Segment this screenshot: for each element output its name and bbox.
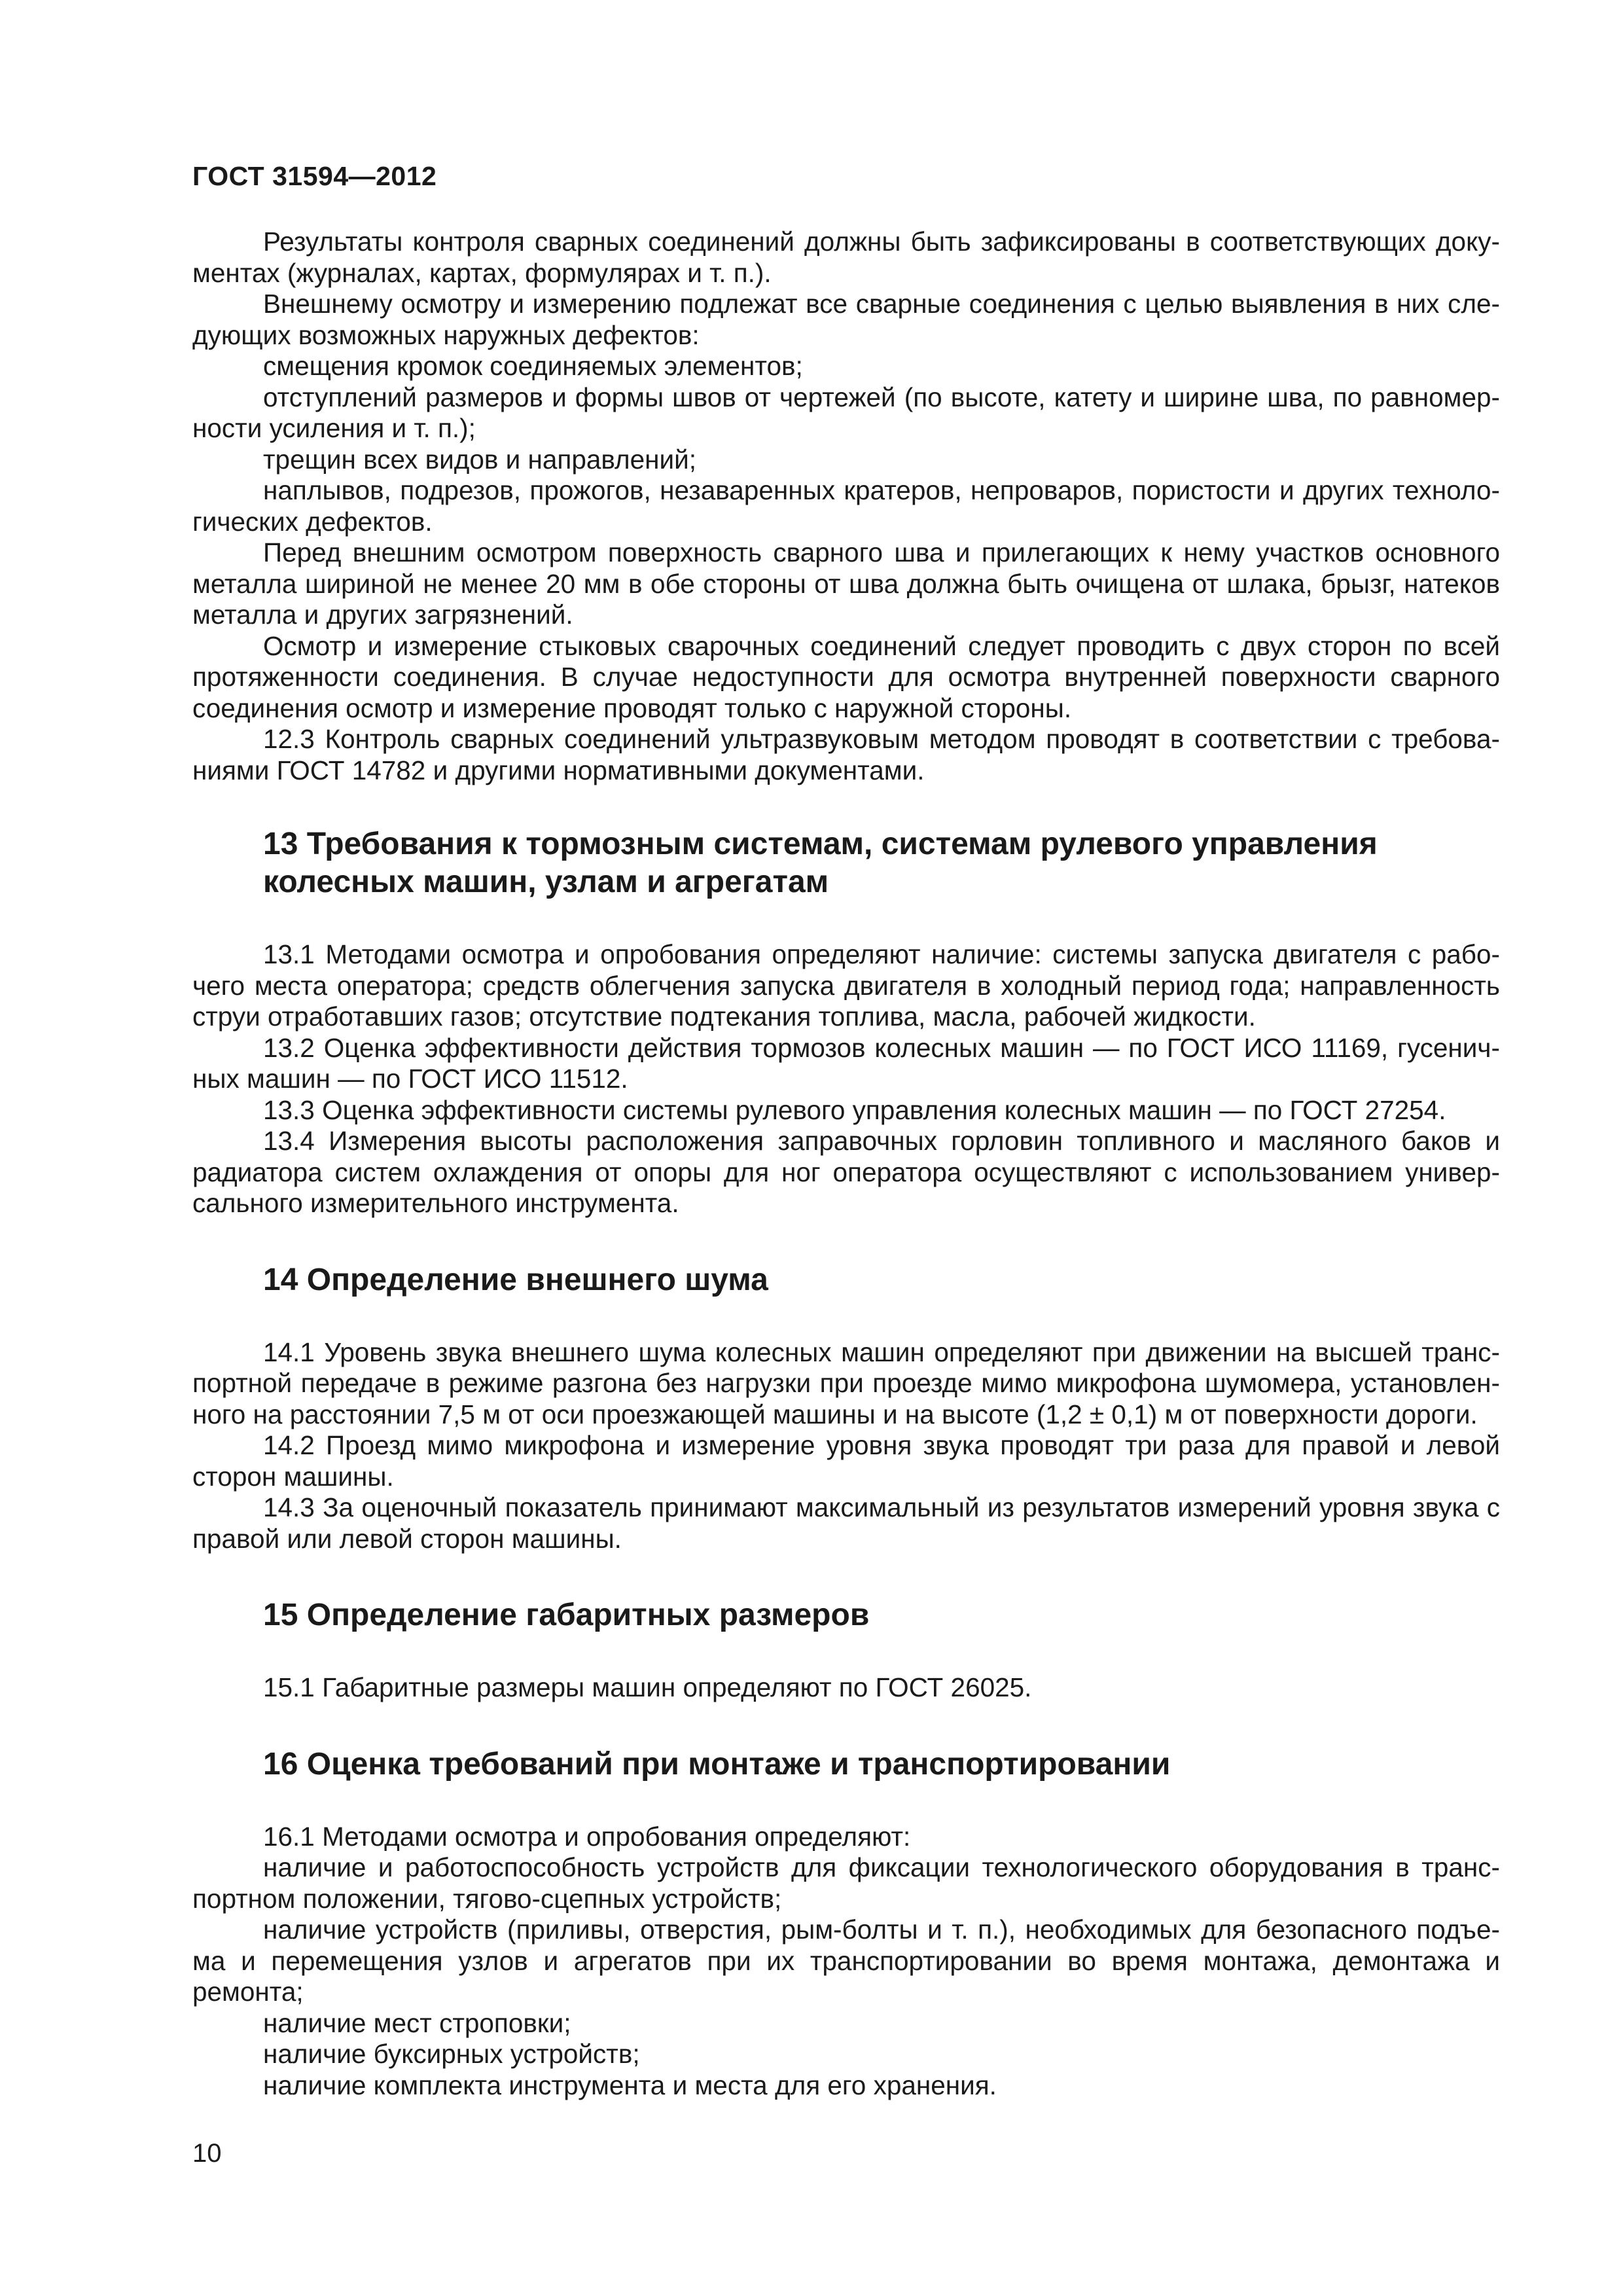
section-heading: 14 Определение внешнего шума xyxy=(263,1262,768,1297)
clause-15-1: 15.1 Габаритные размеры машин определяют по ГОСТ 26025. xyxy=(263,1672,1032,1702)
paragraph: Перед внешним осмотром поверхность сварного шва и прилегающих к нему участков основного металла шириной не менее 20 мм в обе стороны от шва должна быть очищена от шлака, брызг, натеков металла и других загрязнений. xyxy=(192,537,1500,630)
clause-13-3: 13.3 Оценка эффективности системы рулевого управления колесных машин — по ГОСТ 27254. xyxy=(263,1094,1446,1125)
section-heading: 15 Определение габаритных размеров xyxy=(263,1598,870,1632)
clause-13-1: 13.1 Методами осмотра и опробования определяют наличие: системы запуска двигателя с рабо-чего места оператора; средств облегчения запуска двигателя в холодный период года; направленность струи отработавших газов; отсутствие подтекания топлива, масла, рабочей жидкости. xyxy=(192,939,1500,1031)
section-15 xyxy=(192,1596,1500,1704)
clause-14-2: 14.2 Проезд мимо микрофона и измерение уровня звука проводят три раза для правой и левой сторон машины. xyxy=(192,1430,1500,1492)
page-body xyxy=(192,226,1500,2101)
section-14 xyxy=(192,1261,1500,1555)
clause-16-1: 16.1 Методами осмотра и опробования определяют: xyxy=(263,1821,911,1852)
clause-13-2: 13.2 Оценка эффективности действия тормозов колесных машин — по ГОСТ ИСО 11169, гусенич-ных машин — по ГОСТ ИСО 11512. xyxy=(192,1032,1500,1094)
page-number: 10 xyxy=(192,2139,222,2168)
section-13 xyxy=(192,825,1500,1219)
paragraph: Осмотр и измерение стыковых сварочных соединений следует проводить с двух сторон по всей протяженности соединения. В случае недоступности для осмотра внутренней поверхности сварного соединения осмотр и измерение проводят только с наружной стороны. xyxy=(192,630,1500,723)
list-item: наличие устройств (приливы, отверстия, рым-болты и т. п.), необходимых для безопасного подъе-ма и перемещения узлов и агрегатов при их транспортировании во время монтажа, демонтажа и ремонта; xyxy=(192,1914,1500,2007)
list-item: наплывов, подрезов, прожогов, незаваренных кратеров, непроваров, пористости и других техноло-гических дефектов. xyxy=(192,475,1500,537)
paragraph: Внешнему осмотру и измерению подлежат все сварные соединения с целью выявления в них сле-дующих возможных наружных дефектов: xyxy=(192,289,1500,350)
list-item: наличие мест строповки; xyxy=(263,2007,571,2038)
list-item: наличие и работоспособность устройств для фиксации технологического оборудования в транс-портном положении, тягово-сцепных устройств; xyxy=(192,1852,1500,1914)
clause-12-3: 12.3 Контроль сварных соединений ультразвуковым методом проводят в соответствии с требова-ниями ГОСТ 14782 и другими нормативными документами. xyxy=(192,724,1500,785)
clause-13-4: 13.4 Измерения высоты расположения заправочных горловин топливного и масляного баков и радиатора систем охлаждения от опоры для ног оператора осуществляют с использованием универ-сального измерительного инструмента. xyxy=(192,1126,1500,1218)
clause-14-3: 14.3 За оценочный показатель принимают максимальный из результатов измерений уровня звука с правой или левой сторон машины. xyxy=(192,1492,1500,1554)
standard-code-header: ГОСТ 31594—2012 xyxy=(192,161,437,191)
section-16 xyxy=(192,1746,1500,2102)
clause-14-1: 14.1 Уровень звука внешнего шума колесных машин определяют при движении на высшей транс-портной передаче в режиме разгона без нагрузки при проезде мимо микрофона шумомера, установлен-ного на расстоянии 7,5 м от оси проезжающей машины и на высоте (1,2 ± 0,1) м от поверхности дороги. xyxy=(192,1336,1500,1429)
paragraph: Результаты контроля сварных соединений должны быть зафиксированы в соответствующих доку-ментах (журналах, картах, формулярах и т. п.). xyxy=(192,226,1500,288)
list-item: отступлений размеров и формы швов от чертежей (по высоте, катету и ширине шва, по равномер-ности усиления и т. п.); xyxy=(192,382,1500,443)
section-heading: 13 Требования к тормозным системам, системам рулевого управления колесных машин, узлам и агрегатам xyxy=(263,827,1378,899)
intro-block xyxy=(192,226,1500,786)
list-item: смещения кромок соединяемых элементов; xyxy=(263,351,803,381)
list-item: трещин всех видов и направлений; xyxy=(263,444,697,475)
list-item: наличие комплекта инструмента и места для его хранения. xyxy=(263,2070,997,2100)
section-heading: 16 Оценка требований при монтаже и транспортировании xyxy=(263,1746,1171,1782)
list-item: наличие буксирных устройств; xyxy=(263,2039,640,2069)
